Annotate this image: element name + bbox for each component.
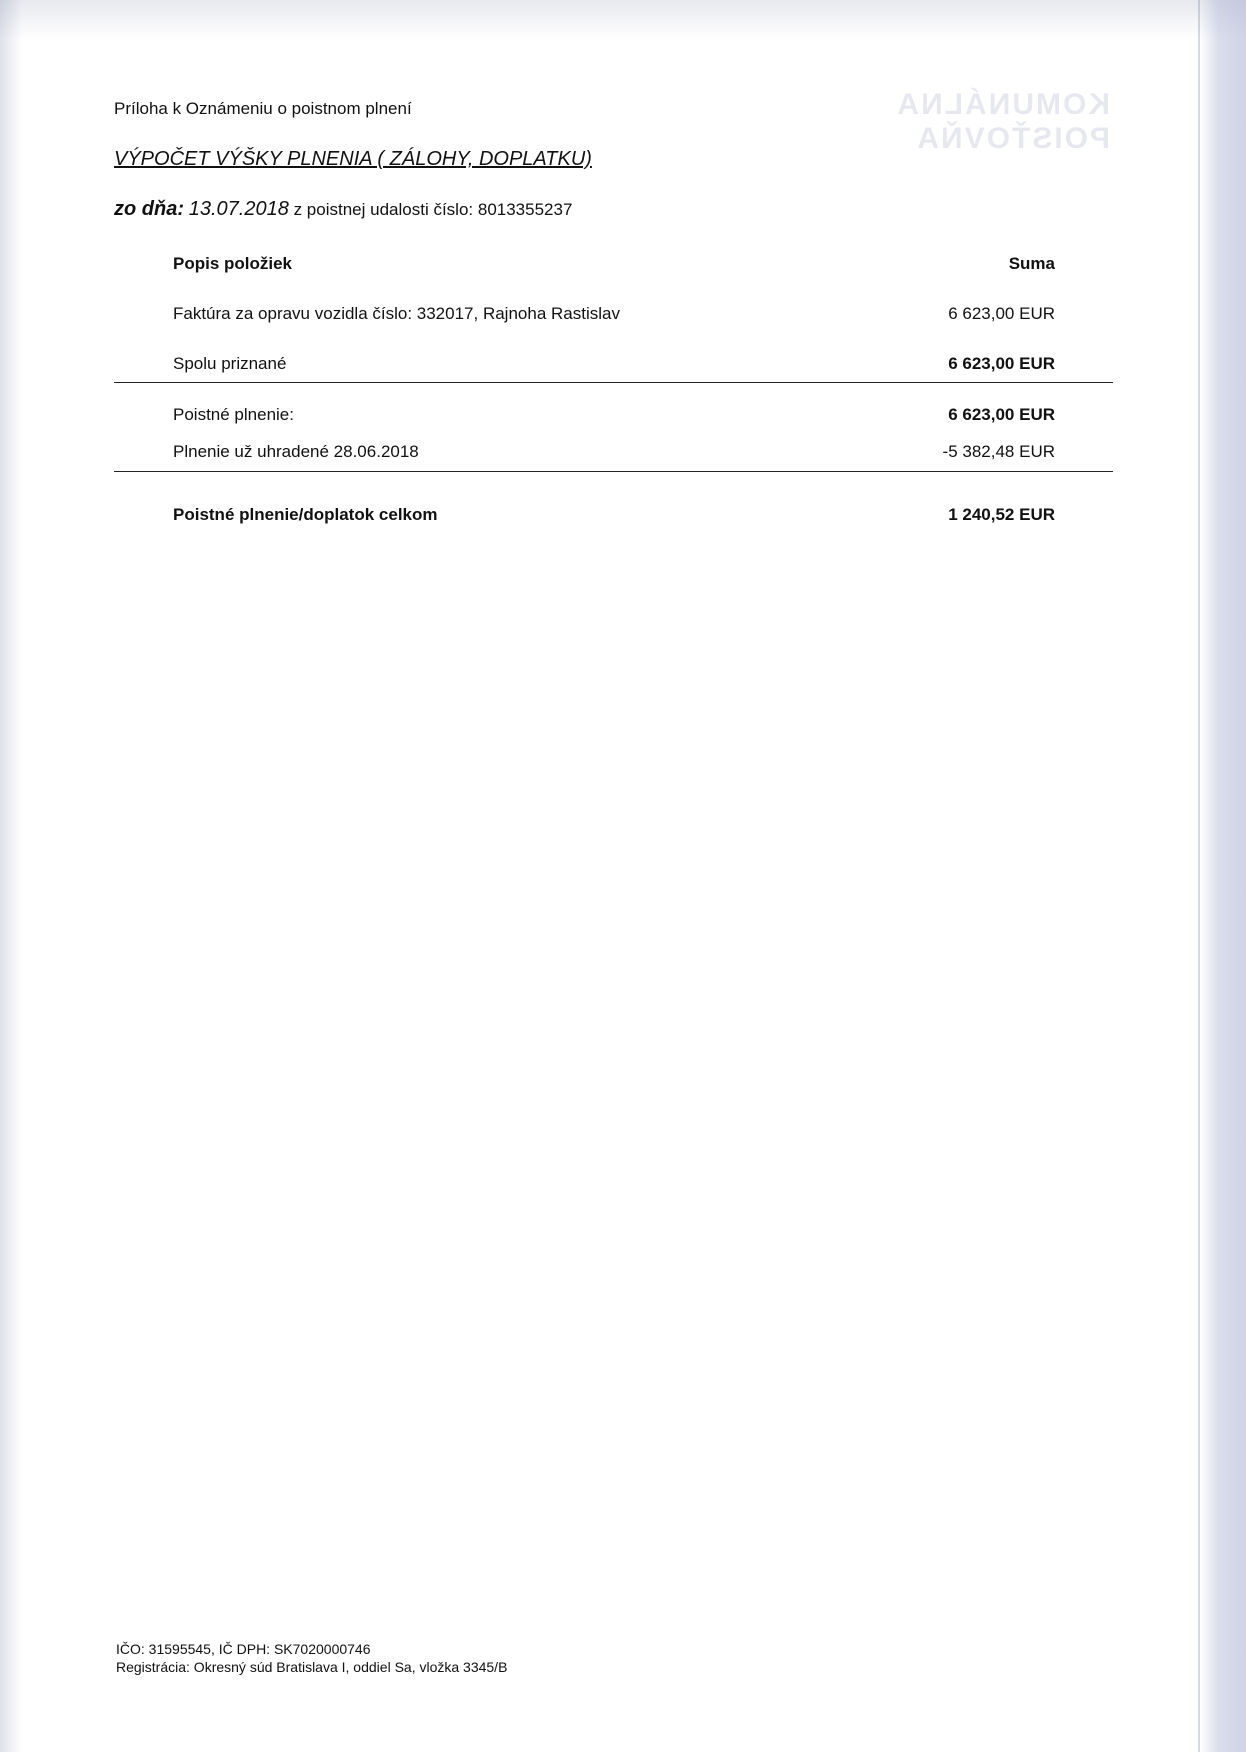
document-date: 13.07.2018	[188, 198, 289, 220]
event-number: 8013355237	[477, 200, 573, 219]
row-amount: 6 623,00 EUR	[948, 304, 1055, 323]
row-amount: 6 623,00 EUR	[948, 405, 1055, 424]
row-amount: -5 382,48 EUR	[942, 442, 1055, 461]
table-row-total-granted	[173, 354, 1055, 378]
stamp-line-2: POISŤOVŇA	[915, 122, 1110, 155]
divider-line	[114, 471, 1113, 472]
row-description: Plnenie už uhradené 28.06.2018	[173, 442, 419, 461]
scan-shadow-left	[0, 0, 22, 1752]
row-amount: 1 240,52 EUR	[948, 505, 1055, 524]
column-header-amount: Suma	[1008, 254, 1055, 273]
attachment-label: Príloha k Oznámeniu o poistnom plnení	[114, 99, 412, 118]
row-description: Poistné plnenie:	[173, 405, 294, 424]
table-header	[173, 254, 1055, 278]
table-row-insurance-payout	[173, 405, 1055, 429]
row-amount: 6 623,00 EUR	[948, 354, 1055, 373]
event-text: z poistnej udalosti číslo:	[293, 200, 474, 219]
footer-company-ids: IČO: 31595545, IČ DPH: SK7020000746	[116, 1641, 371, 1657]
column-header-description: Popis položiek	[173, 254, 293, 273]
faded-stamp	[860, 88, 1110, 188]
page-edge-line	[1198, 0, 1200, 1752]
table-row	[173, 304, 1055, 328]
date-prefix: zo dňa:	[114, 198, 184, 220]
scan-shadow-right	[1200, 0, 1246, 1752]
row-description: Faktúra za opravu vozidla číslo: 332017, Rajnoha Rastislav	[173, 304, 620, 323]
document-title: VÝPOČET VÝŠKY PLNENIA ( ZÁLOHY, DOPLATKU)	[114, 148, 592, 170]
table-row-grand-total	[173, 505, 1055, 529]
row-description: Poistné plnenie/doplatok celkom	[173, 505, 438, 524]
footer	[116, 1640, 507, 1676]
footer-registration: Registrácia: Okresný súd Bratislava I, oddiel Sa, vložka 3345/B	[116, 1659, 508, 1675]
row-description: Spolu priznané	[173, 354, 287, 373]
table-row-already-paid	[173, 442, 1055, 466]
divider-line	[114, 382, 1113, 383]
scan-shadow-top	[0, 0, 1246, 40]
date-line	[114, 198, 572, 221]
stamp-line-1: KOMUNÁLNA	[895, 88, 1110, 121]
